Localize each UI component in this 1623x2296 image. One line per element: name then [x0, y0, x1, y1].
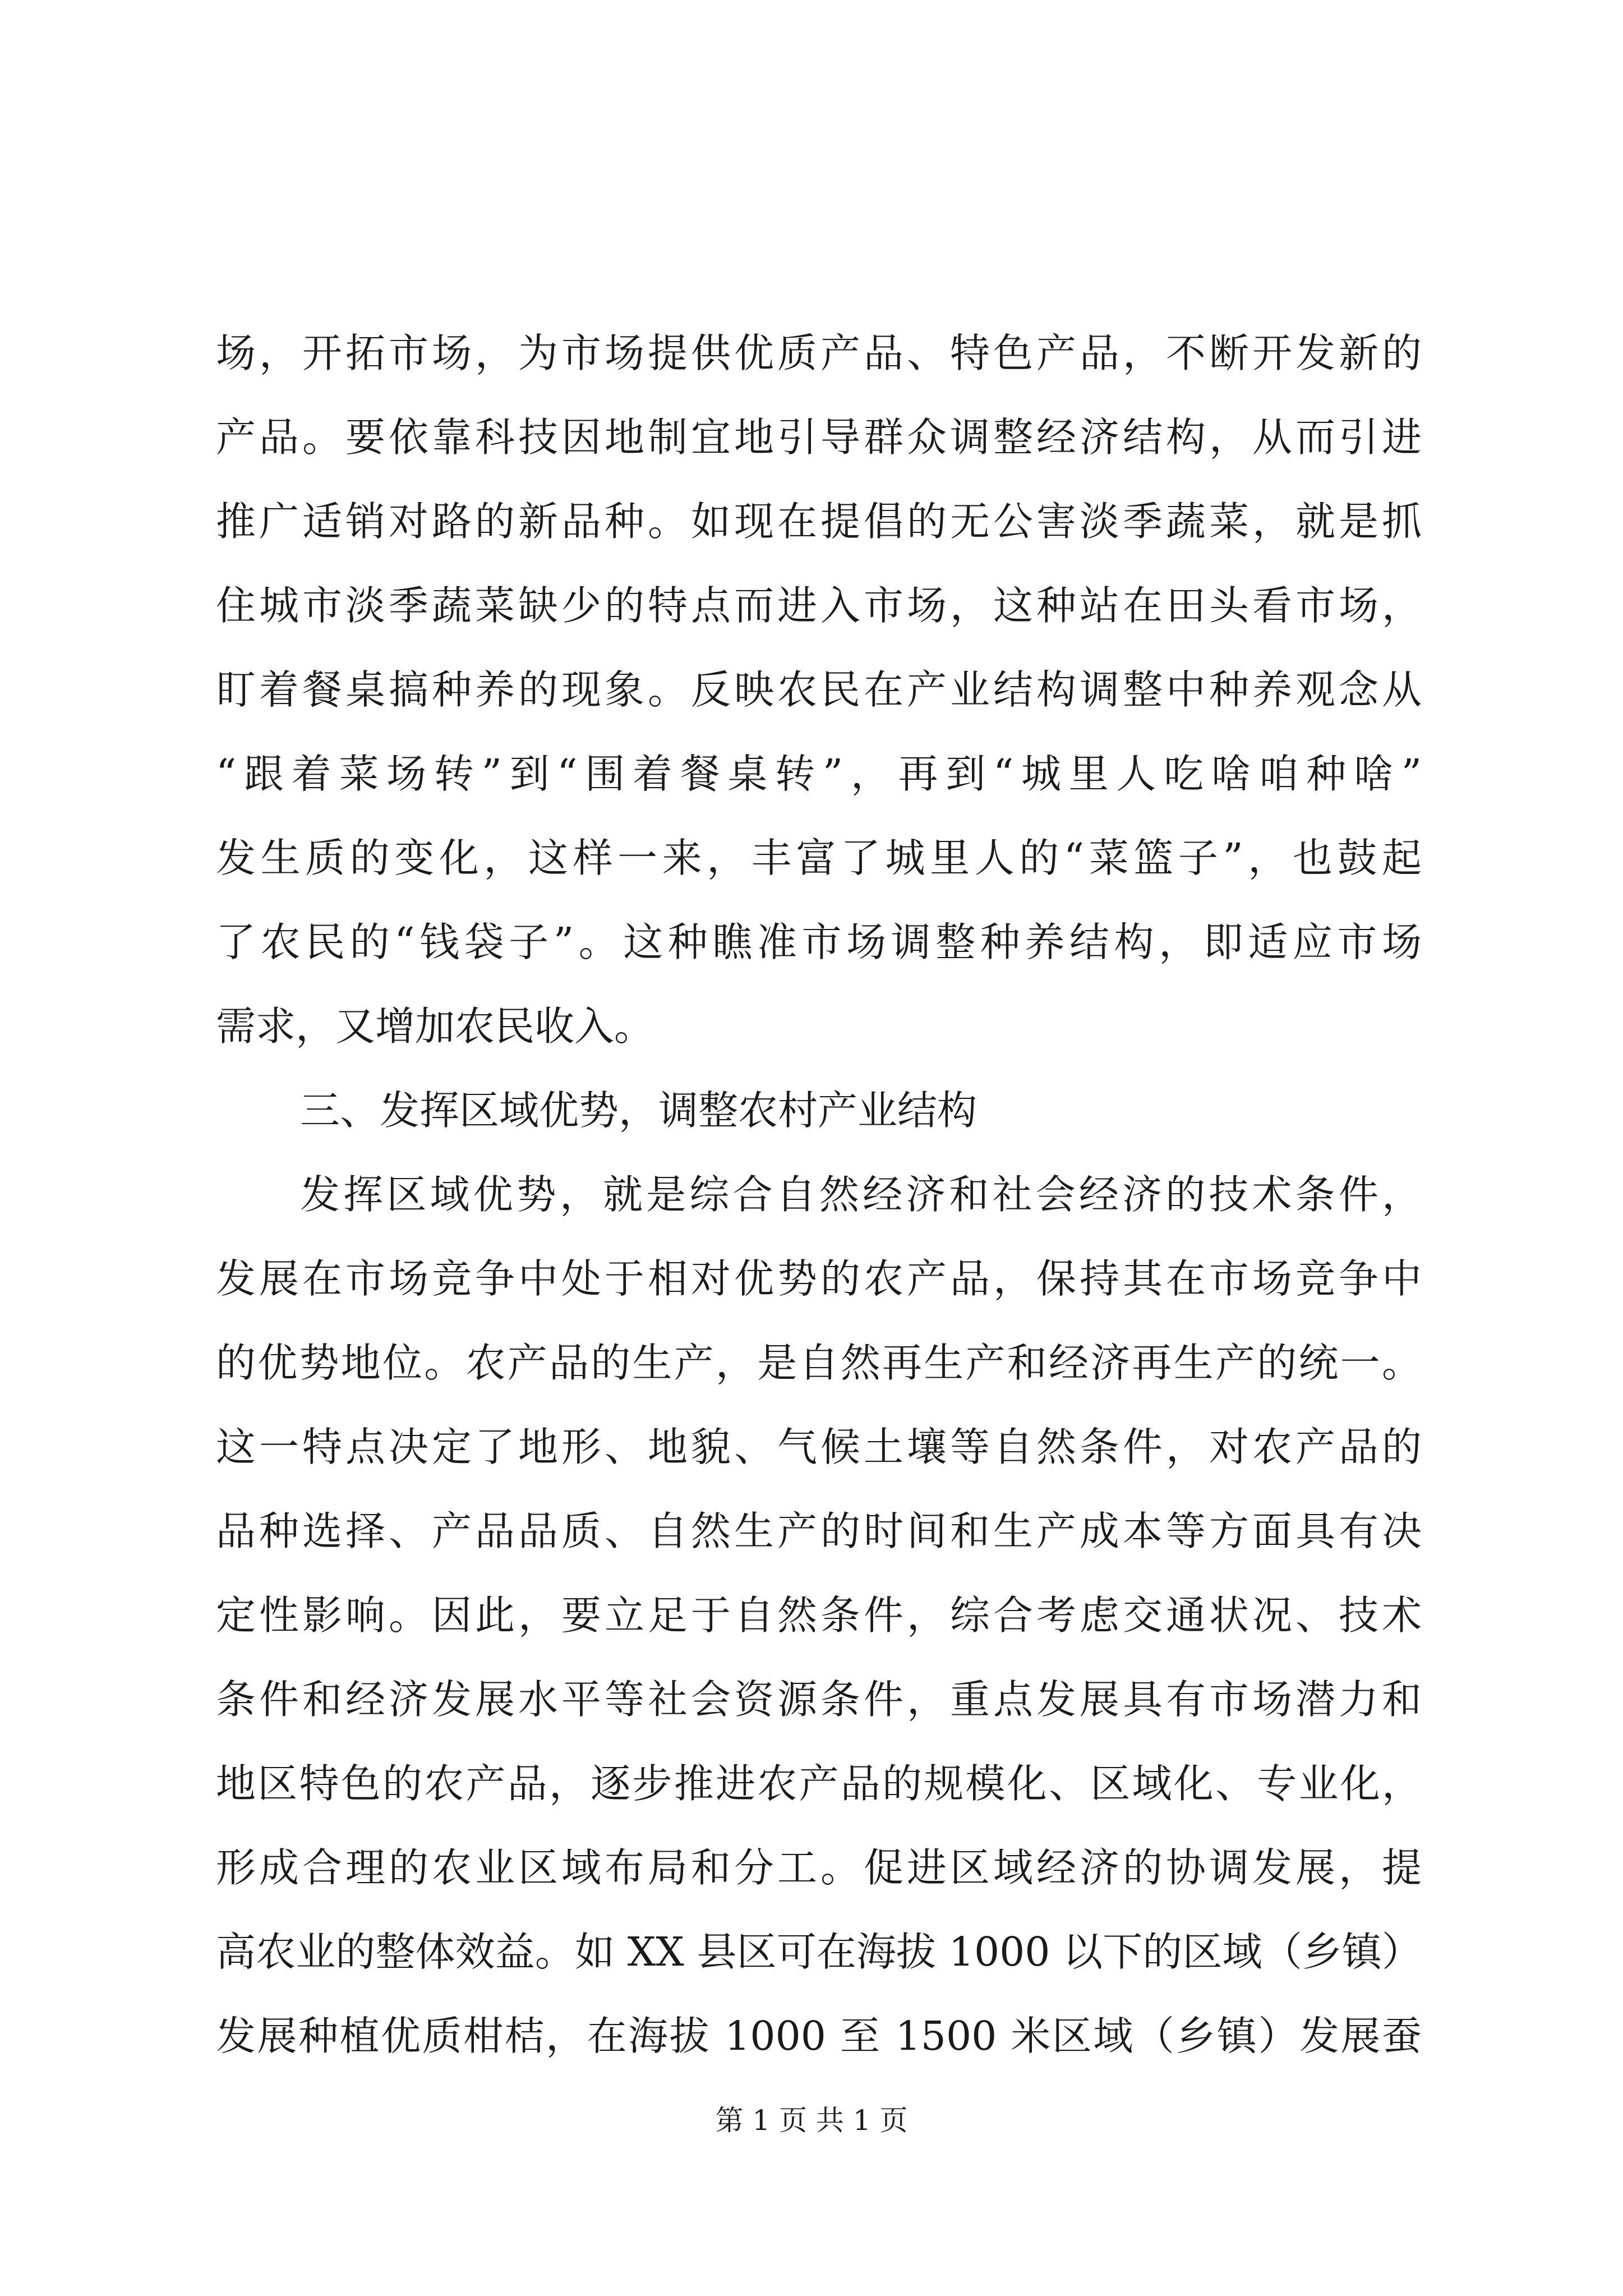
text-line: 住城市淡季蔬菜缺少的特点而进入市场，这种站在田头看市场，	[216, 582, 1422, 629]
text-line: 需求，又增加农民收入。	[216, 1003, 654, 1050]
text-line: 发展在市场竞争中处于相对优势的农产品，保持其在市场竞争中	[216, 1255, 1422, 1302]
text-line: 发挥区域优势，就是综合自然经济和社会经济的技术条件，	[300, 1171, 1422, 1218]
text-line: 的优势地位。农产品的生产，是自然再生产和经济再生产的统一。	[216, 1340, 1422, 1386]
text-line: 品种选择、产品品质、自然生产的时间和生产成本等方面具有决	[216, 1508, 1422, 1554]
text-line: 这一特点决定了地形、地貌、气候土壤等自然条件，对农产品的	[216, 1424, 1422, 1470]
text-line: 地区特色的农产品，逐步推进农产品的规模化、区域化、专业化，	[216, 1760, 1422, 1807]
section-heading: 三、发挥区域优势，调整农村产业结构	[300, 1087, 978, 1134]
text-line: 推广适销对路的新品种。如现在提倡的无公害淡季蔬菜，就是抓	[216, 498, 1422, 545]
text-line: 高农业的整体效益。如 XX 县区可在海拔 1000 以下的区域（乡镇）	[216, 1929, 1422, 1975]
text-line: 发展种植优质柑桔，在海拔 1000 至 1500 米区域（乡镇）发展蚕	[216, 2013, 1422, 2059]
text-line: 盯着餐桌搞种养的现象。反映农民在产业结构调整中种养观念从	[216, 666, 1422, 713]
text-line: 场，开拓市场，为市场提供优质产品、特色产品，不断开发新的	[216, 330, 1422, 376]
text-line: 形成合理的农业区域布局和分工。促进区域经济的协调发展，提	[216, 1844, 1422, 1891]
text-line: 定性影响。因此，要立足于自然条件，综合考虑交通状况、技术	[216, 1592, 1422, 1639]
text-line: 产品。要依靠科技因地制宜地引导群众调整经济结构，从而引进	[216, 414, 1422, 461]
text-line: 发生质的变化，这样一来，丰富了城里人的“菜篮子”，也鼓起	[216, 835, 1422, 881]
document-body	[216, 311, 1422, 2078]
page-number-footer: 第 1 页 共 1 页	[715, 2104, 908, 2137]
text-line: “跟着菜场转”到“围着餐桌转”，再到“城里人吃啥咱种啥”	[216, 751, 1422, 797]
text-line: 了农民的“钱袋子”。这种瞧准市场调整种养结构，即适应市场	[216, 919, 1422, 965]
text-line: 条件和经济发展水平等社会资源条件，重点发展具有市场潜力和	[216, 1676, 1422, 1723]
